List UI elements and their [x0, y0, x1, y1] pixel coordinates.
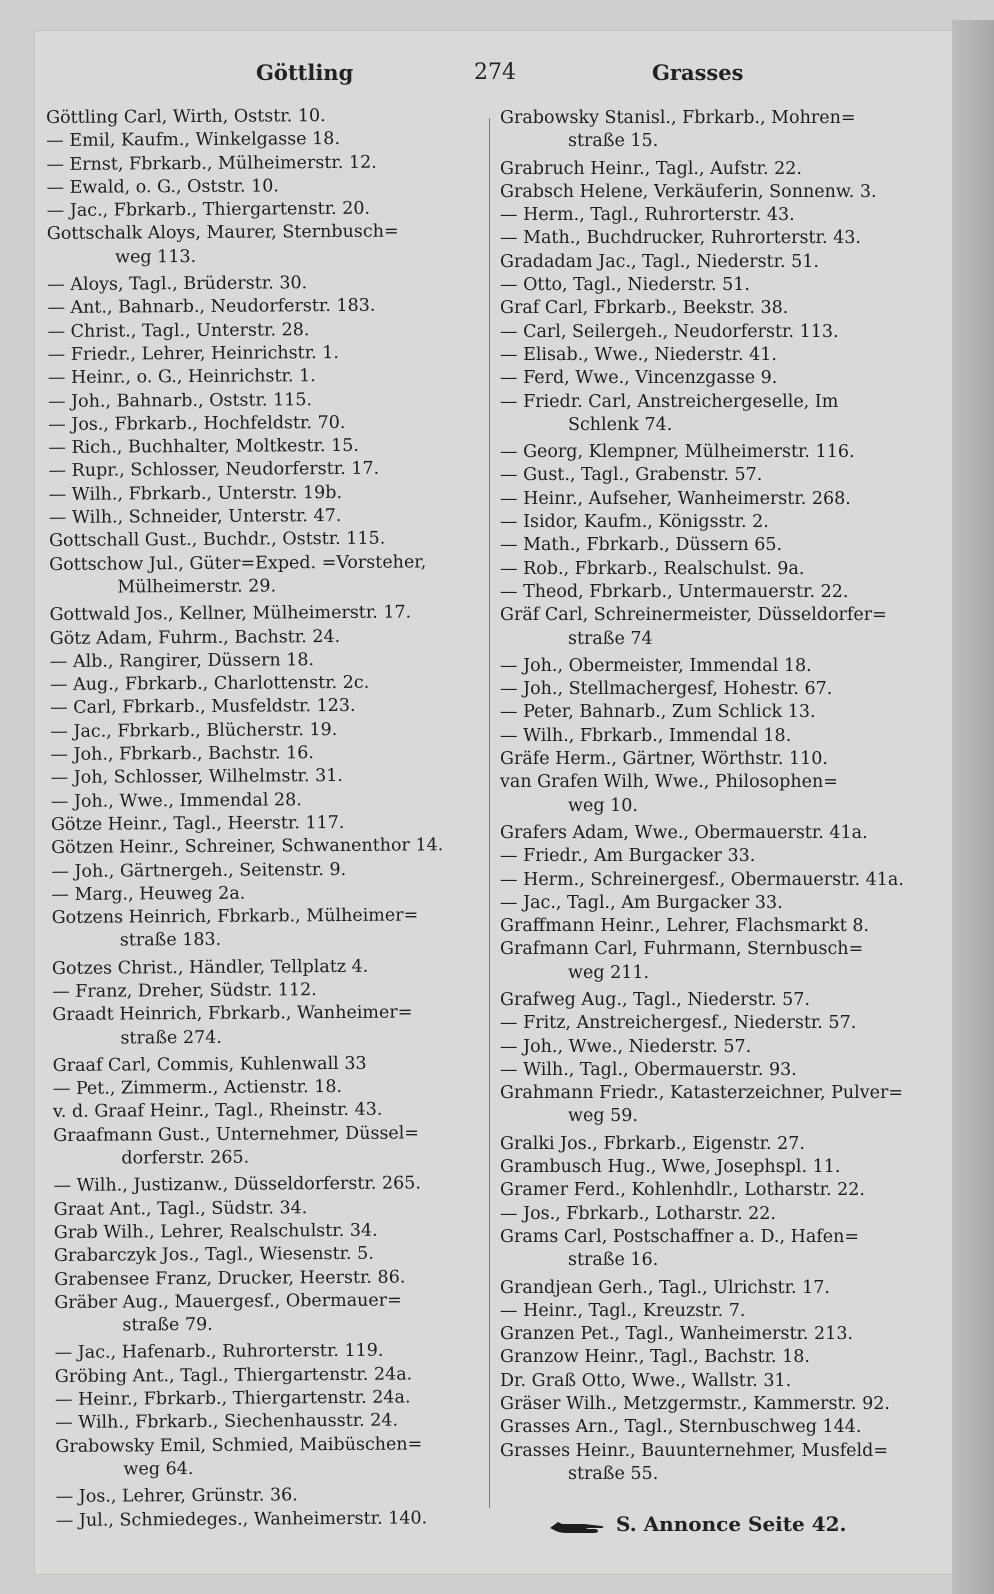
directory-entry: — Otto, Tagl., Niederstr. 51. — [500, 275, 750, 296]
directory-entry: — Pet., Zimmerm., Actienstr. 18. — [52, 1077, 343, 1100]
directory-entry: — Aug., Fbrkarb., Charlottenstr. 2c. — [49, 672, 370, 696]
directory-entry: — Wilh., Justizanw., Düsseldorferstr. 265. — [53, 1173, 421, 1197]
directory-entry: Grasses Heinr., Bauunternehmer, Musfeld= — [500, 1440, 888, 1461]
directory-entry: Granzen Pet., Tagl., Wanheimerstr. 213. — [500, 1324, 854, 1345]
directory-entry: — Friedr., Lehrer, Heinrichstr. 1. — [47, 342, 339, 365]
directory-entry: — Friedr. Carl, Anstreichergeselle, Im — [500, 391, 839, 412]
directory-entry: Grafweg Aug., Tagl., Niederstr. 57. — [500, 989, 810, 1010]
right-column — [500, 107, 928, 1486]
directory-entry: Graat Ant., Tagl., Südstr. 34. — [53, 1197, 308, 1220]
directory-entry: Gräber Aug., Mauergesf., Obermauer= — [54, 1290, 402, 1313]
directory-entry: Schlenk 74. — [568, 414, 673, 435]
directory-entry: weg 10. — [568, 795, 638, 816]
directory-entry: — Joh., Obermeister, Immendal 18. — [500, 655, 812, 676]
directory-entry: — Joh, Schlosser, Wilhelmstr. 31. — [50, 766, 343, 789]
directory-entry: Dr. Graß Otto, Wwe., Wallstr. 31. — [500, 1370, 792, 1391]
directory-entry: — Ewald, o. G., Oststr. 10. — [46, 176, 279, 198]
directory-entry: — Joh., Bahnarb., Oststr. 115. — [47, 389, 313, 412]
directory-entry: — Joh., Wwe., Niederstr. 57. — [500, 1036, 752, 1057]
directory-entry: Grandjean Gerh., Tagl., Ulrichstr. 17. — [500, 1277, 830, 1298]
left-column — [46, 104, 496, 1533]
directory-entry: straße 74 — [568, 628, 653, 649]
directory-entry: — Elisab., Wwe., Niederstr. 41. — [500, 344, 777, 365]
directory-entry: — Wilh., Fbrkarb., Siechenhausstr. 24. — [55, 1410, 399, 1434]
directory-entry: — Emil, Kaufm., Winkelgasse 18. — [46, 129, 341, 152]
directory-entry: — Heinr., Aufseher, Wanheimerstr. 268. — [500, 488, 851, 509]
directory-entry: Graadt Heinrich, Fbrkarb., Wanheimer= — [52, 1002, 413, 1026]
directory-entry: straße 183. — [119, 930, 222, 951]
directory-entry: — Math., Buchdrucker, Ruhrorterstr. 43. — [500, 228, 861, 249]
directory-entry: — Gust., Tagl., Grabenstr. 57. — [500, 465, 763, 486]
directory-entry: Gottschalk Aloys, Maurer, Sternbusch= — [46, 222, 399, 245]
directory-entry: — Alb., Rangirer, Düssern 18. — [49, 649, 315, 672]
directory-entry: Graaf Carl, Commis, Kuhlenwall 33 — [52, 1053, 367, 1076]
directory-entry: Graafmann Gust., Unternehmer, Düssel= — [53, 1123, 420, 1146]
directory-entry: straße 79. — [122, 1315, 213, 1336]
directory-entry: Mülheimerstr. 29. — [117, 576, 277, 598]
page-header — [0, 60, 994, 90]
directory-entry: — Peter, Bahnarb., Zum Schlick 13. — [500, 702, 816, 723]
directory-entry: Götz Adam, Fuhrm., Bachstr. 24. — [49, 626, 341, 649]
directory-entry: — Marg., Heuweg 2a. — [51, 883, 246, 905]
directory-entry: — Jac., Hafenarb., Ruhrorterstr. 119. — [54, 1341, 384, 1364]
directory-entry: Grabowsky Emil, Schmied, Maibüschen= — [55, 1434, 423, 1457]
directory-entry: weg 64. — [123, 1458, 194, 1480]
directory-entry: Grafers Adam, Wwe., Obermauerstr. 41a. — [500, 822, 868, 843]
directory-entry: — Carl, Fbrkarb., Musfeldstr. 123. — [50, 696, 356, 719]
directory-entry: — Jac., Fbrkarb., Blücherstr. 19. — [50, 719, 338, 742]
directory-entry: — Joh., Gärtnergeh., Seitenstr. 9. — [51, 859, 347, 882]
directory-entry: — Carl, Seilergeh., Neudorferstr. 113. — [500, 321, 839, 342]
directory-entry: — Ferd, Wwe., Vincenzgasse 9. — [500, 368, 778, 389]
directory-entry: — Rich., Buchhalter, Moltkestr. 15. — [48, 435, 359, 459]
directory-entry: Gramer Ferd., Kohlenhdlr., Lotharstr. 22. — [500, 1180, 865, 1201]
directory-entry: Grabsch Helene, Verkäuferin, Sonnenw. 3. — [500, 181, 877, 202]
directory-entry: v. d. Graaf Heinr., Tagl., Rheinstr. 43. — [52, 1100, 383, 1123]
directory-entry: Gottschow Jul., Güter=Exped. =Vorsteher, — [49, 551, 427, 575]
directory-entry: Gottwald Jos., Kellner, Mülheimerstr. 17. — [49, 602, 412, 626]
directory-entry: — Jos., Lehrer, Grünstr. 36. — [55, 1485, 298, 1508]
directory-entry: — Rob., Fbrkarb., Realschulst. 9a. — [500, 558, 805, 579]
directory-entry: Graf Carl, Fbrkarb., Beekstr. 38. — [500, 298, 789, 319]
directory-entry: Gralki Jos., Fbrkarb., Eigenstr. 27. — [500, 1133, 805, 1154]
directory-entry: weg 211. — [568, 962, 650, 983]
pointing-hand-icon — [548, 1518, 606, 1534]
directory-entry: Grams Carl, Postschaffner a. D., Hafen= — [500, 1226, 860, 1247]
directory-entry: — Aloys, Tagl., Brüderstr. 30. — [47, 273, 308, 296]
directory-entry: — Rupr., Schlosser, Neudorferstr. 17. — [48, 459, 380, 482]
directory-entry: Graffmann Heinr., Lehrer, Flachsmarkt 8. — [500, 916, 870, 937]
directory-entry: — Joh., Fbrkarb., Bachstr. 16. — [50, 743, 314, 765]
directory-entry: Grasses Arn., Tagl., Sternbuschweg 144. — [500, 1417, 862, 1438]
directory-entry: — Joh., Wwe., Immendal 28. — [50, 789, 302, 812]
directory-entry: dorferstr. 265. — [121, 1147, 250, 1169]
directory-entry: — Wilh., Schneider, Unterstr. 47. — [48, 505, 342, 529]
directory-entry: Gottschall Gust., Buchdr., Oststr. 115. — [48, 528, 386, 552]
directory-entry: weg 113. — [114, 246, 197, 268]
directory-entry: — Heinr., Tagl., Kreuzstr. 7. — [500, 1300, 746, 1321]
directory-entry: weg 59. — [568, 1106, 638, 1127]
directory-entry: van Grafen Wilh, Wwe., Philosophen= — [500, 772, 838, 793]
page-number: 274 — [474, 60, 516, 85]
directory-entry: — Theod, Fbrkarb., Untermauerstr. 22. — [500, 581, 849, 602]
directory-entry: Götze Heinr., Tagl., Heerstr. 117. — [50, 812, 345, 835]
directory-entry: — Franz, Dreher, Südstr. 112. — [52, 980, 317, 1002]
directory-entry: — Jac., Tagl., Am Burgacker 33. — [500, 892, 783, 913]
directory-entry: — Jos., Fbrkarb., Hochfeldstr. 70. — [48, 412, 346, 435]
directory-entry: — Isidor, Kaufm., Königsstr. 2. — [500, 512, 769, 533]
directory-entry: straße 15. — [568, 131, 659, 152]
directory-entry: — Wilh., Tagl., Obermauerstr. 93. — [500, 1059, 797, 1080]
directory-entry: Gröbing Ant., Tagl., Thiergartenstr. 24a. — [54, 1364, 413, 1387]
header-last-name: Grasses — [652, 60, 744, 85]
directory-entry: Gräf Carl, Schreinermeister, Düsseldorfer= — [500, 605, 887, 626]
directory-entry: Göttling Carl, Wirth, Oststr. 10. — [46, 106, 326, 128]
directory-entry: — Herm., Schreinergesf., Obermauerstr. 41a. — [500, 869, 904, 890]
directory-entry: Grabarczyk Jos., Tagl., Wiesenstr. 5. — [53, 1243, 374, 1267]
directory-entry: — Joh., Stellmachergesf, Hohestr. 67. — [500, 679, 833, 700]
directory-entry: — Wilh., Fbrkarb., Immendal 18. — [500, 725, 792, 746]
directory-entry: — Herm., Tagl., Ruhrorterstr. 43. — [500, 205, 795, 226]
directory-entry: — Jul., Schmiedeges., Wanheimerstr. 140. — [55, 1507, 428, 1531]
directory-entry: — Christ., Tagl., Unterstr. 28. — [47, 319, 310, 342]
directory-entry: Gräfe Herm., Gärtner, Wörthstr. 110. — [500, 749, 828, 770]
directory-entry: — Math., Fbrkarb., Düssern 65. — [500, 535, 783, 556]
directory-entry: Grabensee Franz, Drucker, Heerstr. 86. — [54, 1267, 406, 1290]
directory-entry: — Fritz, Anstreichergesf., Niederstr. 57. — [500, 1013, 857, 1034]
directory-entry: — Wilh., Fbrkarb., Unterstr. 19b. — [48, 482, 343, 505]
page-edge — [952, 20, 994, 1594]
directory-entry: Grahmann Friedr., Katasterzeichner, Pulver= — [500, 1083, 904, 1104]
annonce-reference — [548, 1512, 847, 1536]
directory-entry: Grab Wilh., Lehrer, Realschulstr. 34. — [53, 1220, 378, 1243]
directory-entry: — Georg, Klempner, Mülheimerstr. 116. — [500, 442, 855, 463]
directory-entry: Gotzens Heinrich, Fbrkarb., Mülheimer= — [51, 905, 419, 929]
directory-entry: — Ant., Bahnarb., Neudorferstr. 183. — [47, 296, 376, 319]
directory-entry: — Heinr., Fbrkarb., Thiergartenstr. 24a. — [54, 1387, 411, 1410]
directory-entry: straße 274. — [120, 1027, 222, 1049]
directory-entry: Grabowsky Stanisl., Fbrkarb., Mohren= — [500, 108, 856, 128]
directory-entry: — Ernst, Fbrkarb., Mülheimerstr. 12. — [46, 152, 377, 175]
directory-entry: Granzow Heinr., Tagl., Bachstr. 18. — [500, 1347, 810, 1368]
directory-entry: Grabruch Heinr., Tagl., Aufstr. 22. — [500, 158, 802, 179]
directory-entry: Götzen Heinr., Schreiner, Schwanenthor 14. — [51, 835, 444, 859]
directory-entry: Grambusch Hug., Wwe, Josephspl. 11. — [500, 1157, 841, 1178]
directory-entry: Gotzes Christ., Händler, Tellplatz 4. — [51, 956, 369, 979]
directory-entry: straße 16. — [568, 1250, 659, 1271]
directory-entry: — Friedr., Am Burgacker 33. — [500, 846, 756, 867]
directory-entry: — Heinr., o. G., Heinrichstr. 1. — [47, 366, 316, 389]
directory-entry: Gradadam Jac., Tagl., Niederstr. 51. — [500, 251, 819, 272]
directory-entry: Grafmann Carl, Fuhrmann, Sternbusch= — [500, 939, 864, 960]
directory-entry: — Jos., Fbrkarb., Lotharstr. 22. — [500, 1203, 776, 1224]
directory-entry: straße 55. — [568, 1463, 659, 1484]
annonce-text: S. Annonce Seite 42. — [616, 1512, 847, 1536]
header-first-name: Göttling — [256, 60, 354, 85]
directory-entry: — Jac., Fbrkarb., Thiergartenstr. 20. — [46, 198, 371, 222]
directory-entry: Gräser Wilh., Metzgermstr., Kammerstr. 92. — [500, 1394, 890, 1415]
